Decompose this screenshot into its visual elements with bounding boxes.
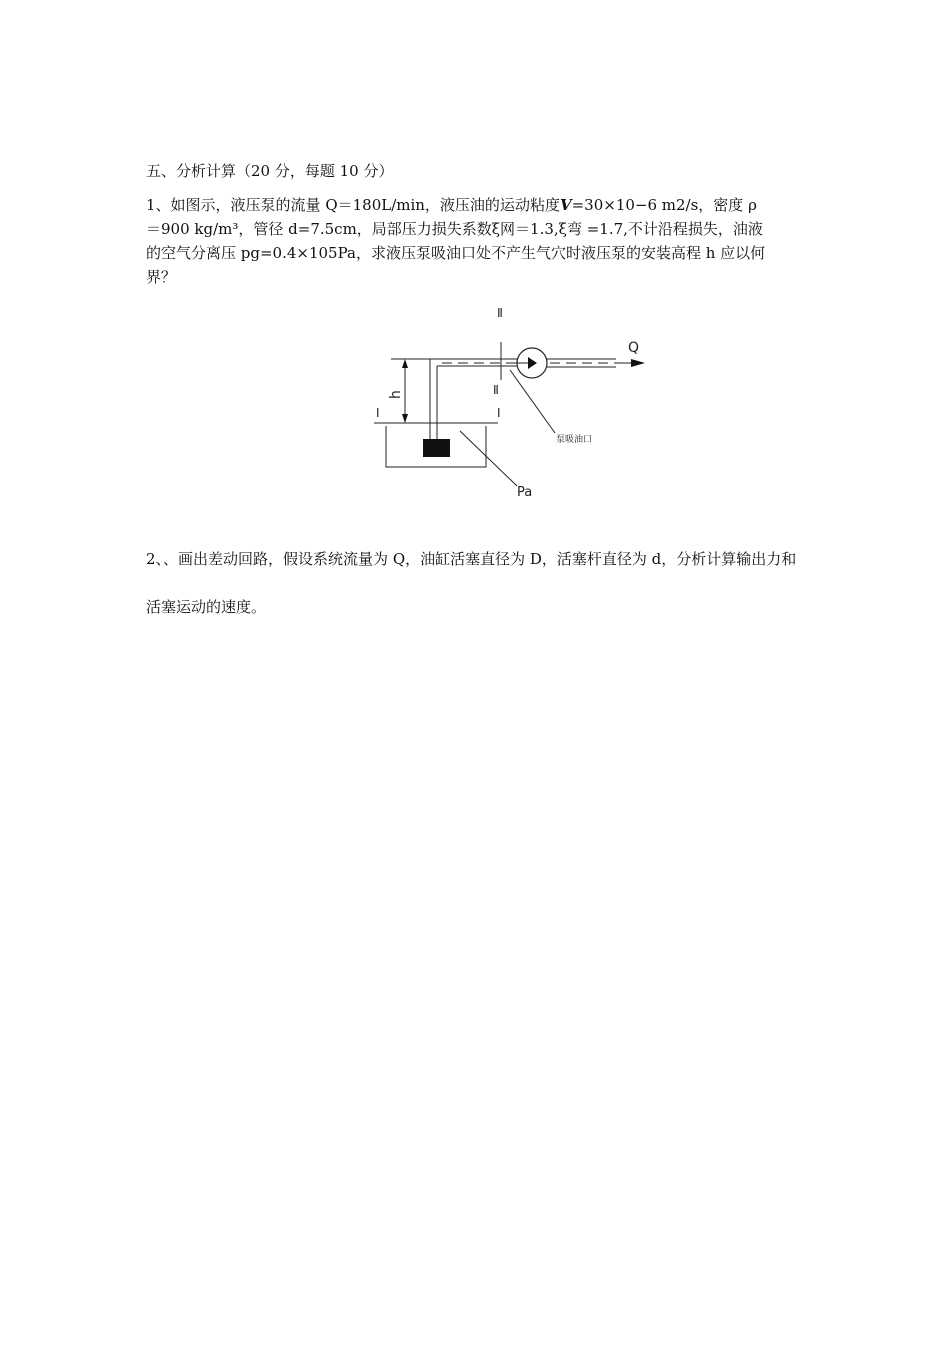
section-1-right-label: Ⅰ bbox=[497, 406, 501, 420]
question-1-line-3: 的空气分离压 pg=0.4×105Pa，求液压泵吸油口处不产生气穴时液压泵的安装高程 h 应以何 bbox=[146, 244, 766, 262]
atmospheric-pressure-label: Pa bbox=[517, 485, 533, 500]
question-1-line-1 bbox=[146, 193, 814, 217]
question-1-line-1-prefix: 1、如图示，液压泵的流量 Q＝180L/min，液压油的运动粘度 bbox=[146, 196, 560, 214]
question-1-line-2: ＝900 kg/m³，管径 d=7.5cm，局部压力损失系数ξ网＝1.3,ξ弯 =1.7,不计沿程损失，油液 bbox=[146, 220, 763, 238]
pa-leader bbox=[460, 431, 517, 486]
question-2 bbox=[146, 549, 866, 617]
height-label: h bbox=[388, 390, 404, 399]
pump-inlet-leader bbox=[510, 370, 555, 433]
suction-filter bbox=[423, 439, 450, 457]
flow-label: Q bbox=[628, 340, 640, 356]
pump-inlet-label: 泵吸油口 bbox=[556, 435, 593, 445]
question-1-line-1-suffix: =30×10−6 m2/s，密度 ρ bbox=[571, 196, 757, 214]
section-2-bottom-label: Ⅱ bbox=[493, 383, 499, 397]
question-2-line-2: 活塞运动的速度。 bbox=[146, 598, 267, 616]
height-dim-arrow-bottom bbox=[402, 414, 408, 423]
question-1 bbox=[146, 193, 814, 289]
section-2-top-label: Ⅱ bbox=[497, 306, 503, 320]
question-1-line-4: 界？ bbox=[146, 268, 177, 286]
section-1-left-label: Ⅰ bbox=[376, 406, 380, 420]
viscosity-symbol: V bbox=[559, 196, 572, 214]
height-dim-arrow-top bbox=[402, 359, 408, 368]
section-title: 五、分析计算（20 分，每题 10 分） bbox=[146, 162, 394, 180]
pump-suction-diagram bbox=[360, 300, 660, 505]
question-2-line-1: 2、、画出差动回路，假设系统流量为 Q，油缸活塞直径为 D，活塞杆直径为 d，分析计算输出力和 bbox=[146, 550, 797, 568]
flow-arrow-head bbox=[631, 359, 645, 367]
